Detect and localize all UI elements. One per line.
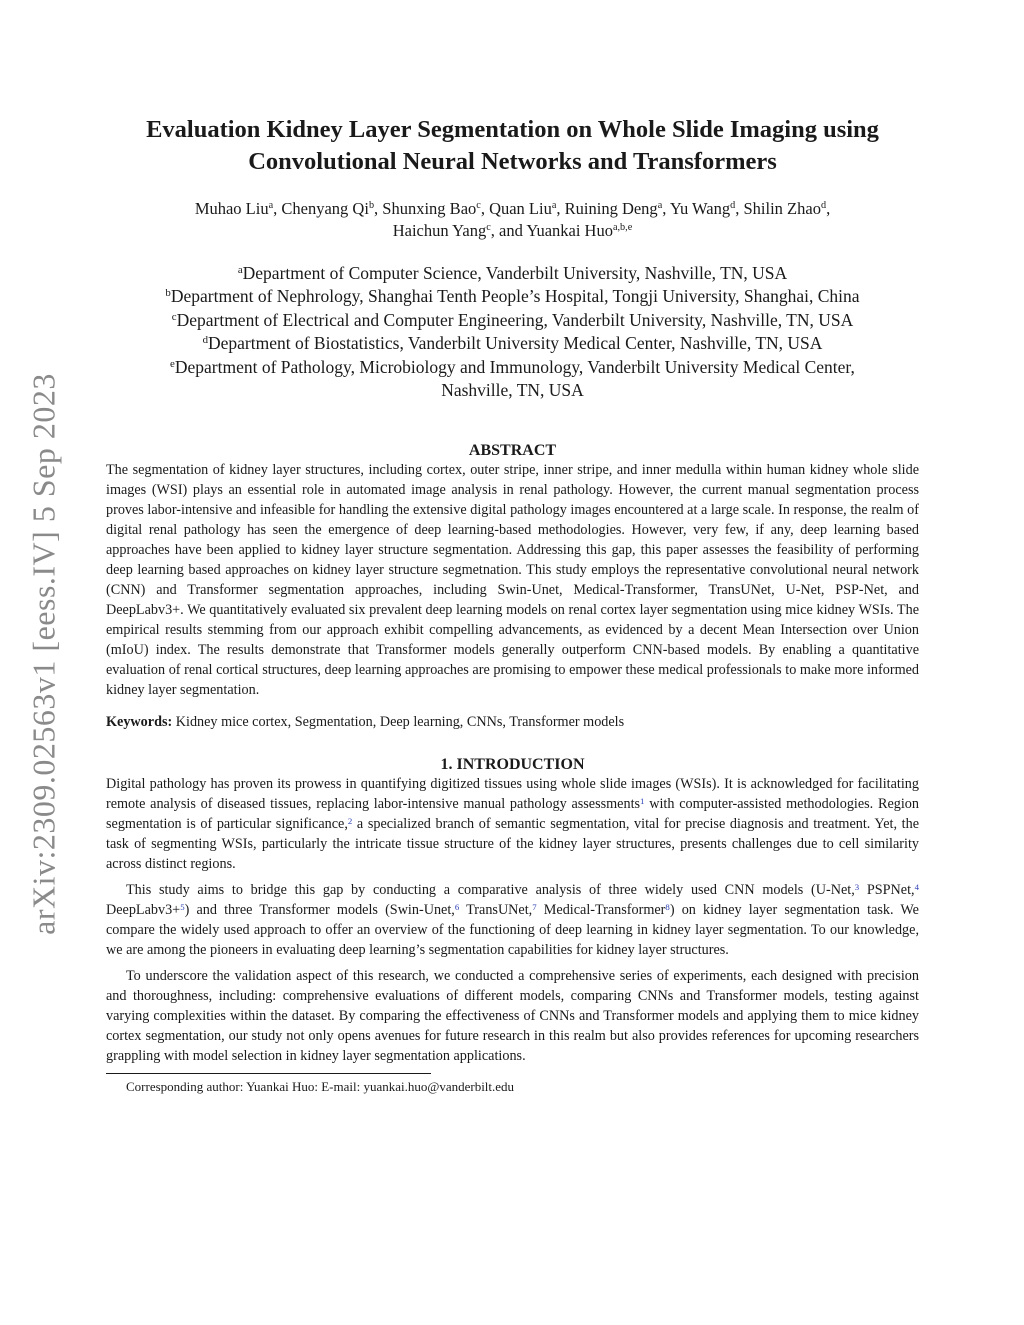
paragraph-text: To underscore the validation aspect of this research, we conducted a comprehensive series of experiments, each designed with precision and thoroughness, including: comprehensive evaluations of different models, comparing CNNs and Transformer models, testing against varying complexities within the dataset. By comparing the effectiveness of CNNs and Transformer models and applying them to mice kidney cortex segmentation, our study not only opens avenues for future research in this realm but also provides references for upcoming researchers grappling with model selection in kidney layer segmentation applications.	[106, 968, 919, 1065]
corresponding-author-footnote: Corresponding author: Yuankai Huo: E-mail: yuankai.huo@vanderbilt.edu	[126, 1079, 515, 1095]
paper-title	[106, 114, 919, 178]
abstract-text: The segmentation of kidney layer structures, including cortex, outer stripe, inner stripe, and inner medulla within human kidney whole slide images (WSI) plays an essential role in automated image analysis in renal pathology. However, the current manual segmentation process proves labor-intensive and infeasible for handling the extensive digital pathology images encountered at a large scale. In response, the realm of digital renal pathology has seen the emergence of deep learning-based methodologies. However, very few, if any, deep learning based approaches have been applied to kidney layer structure segmentation. Addressing this gap, this paper assesses the feasibility of performing deep learning based approaches on kidney layer structure segmetnation. This study employs the representative convolutional neural network (CNN) and Transformer segmentation approaches, including Swin-Unet, Medical-Transformer, TransUNet, U-Net, PSP-Net, and DeepLabv3+. We quantitatively evaluated six prevalent deep learning models on renal cortex layer segmentation using mice kidney WSIs. The empirical results stemming from our approach exhibit compelling advancements, as evidenced by a decent Mean Intersection over Union (mIoU) index. The results demonstrate that Transformer models generally outperform CNN-based models. By enabling a quantitative evaluation of renal cortical structures, deep learning approaches are promising to empower these medical professionals to make more informed kidney layer segmentation.	[106, 462, 919, 699]
citation-reference[interactable]: 7	[532, 901, 537, 912]
citation-reference[interactable]: 6	[454, 901, 460, 912]
author: Muhao Liu$^a$,	[194, 199, 282, 218]
paragraph-text: PSPNet,	[859, 882, 915, 899]
arxiv-identifier-stamp: arXiv:2309.02563v1 [eess.IV] 5 Sep 2023	[25, 373, 62, 935]
paragraph-text: ) on kidney layer segmentation task. We compare the widely used approach to offer an overview of the functioning of deep learning in kidney layer segmentation. To our knowledge, we are among the pioneers in evaluating deep learning’s segmentation capabilities for kidney layer structures.	[106, 902, 919, 959]
paragraph-text: ) and three Transformer models (Swin-Unet,	[184, 902, 455, 919]
affiliation-list	[106, 262, 919, 402]
introduction-heading: 1. INTRODUCTION	[440, 756, 585, 774]
abstract-heading: ABSTRACT	[468, 442, 557, 460]
affiliation: $^a$Department of Computer Science, Vanderbilt University, Nashville, TN, USA	[237, 263, 788, 283]
affiliation: $^d$Department of Biostatistics, Vanderbilt University Medical Center, Nashville, TN, USA	[202, 333, 823, 354]
affiliation: $^e$Department of Pathology, Microbiology and Immunology, Vanderbilt University Medical Center, Nashville, TN, USA	[170, 356, 855, 401]
author: Quan Liu$^a$,	[489, 199, 565, 218]
intro-paragraph-1	[106, 774, 919, 874]
paragraph-text: with computer-assisted methodologies. Region segmentation is of particular significance,	[106, 796, 919, 833]
citation-reference[interactable]: 4	[914, 881, 919, 892]
paragraph-text: Digital pathology has proven its prowess in quantifying digitized tissues using whole slide images (WSIs). It is acknowledged for facilitating remote analysis of diseased tissues, replacing labor-intensive manual pathology assessments	[106, 776, 919, 813]
title-line-1: Evaluation Kidney Layer Segmentation on Whole Slide Imaging using	[146, 116, 879, 143]
paragraph-text: This study aims to bridge this gap by conducting a comparative analysis of three widely used CNN models (U-Net,	[126, 882, 855, 899]
citation-reference[interactable]: 2	[347, 815, 353, 826]
title-line-2: Convolutional Neural Networks and Transformers	[248, 148, 777, 175]
author-list	[106, 198, 919, 242]
affiliation: $^c$Department of Electrical and Computer Engineering, Vanderbilt University, Nashville, TN, USA	[171, 309, 854, 330]
intro-paragraph-3	[106, 966, 919, 1066]
keywords-text: Kidney mice cortex, Segmentation, Deep learning, CNNs, Transformer models	[175, 714, 625, 731]
author: Shunxing Bao$^c$,	[382, 199, 490, 218]
author: Yu Wang$^d$,	[669, 199, 744, 218]
paragraph-text: DeepLabv3+	[106, 902, 181, 919]
author: Chenyang Qi$^b$,	[281, 199, 383, 218]
author: Shilin Zhao$^d$,	[743, 199, 831, 218]
paragraph-text: Medical-Transformer	[536, 902, 666, 919]
citation-reference[interactable]: 3	[854, 881, 860, 892]
affiliation: $^b$Department of Nephrology, Shanghai Tenth People’s Hospital, Tongji University, Shanghai, China	[165, 286, 860, 307]
author: Ruining Deng$^a$,	[564, 199, 670, 218]
citation-reference[interactable]: 1	[640, 795, 645, 806]
paragraph-text: TransUNet,	[459, 902, 533, 919]
keywords-label: Keywords:	[106, 714, 173, 731]
author: Haichun Yang$^c$, and	[392, 221, 527, 240]
citation-reference[interactable]: 5	[180, 901, 185, 912]
citation-reference[interactable]: 8	[665, 901, 670, 912]
paragraph-text: a specialized branch of semantic segmentation, vital for precise diagnosis and treatment. Yet, the task of segmenting WSIs, particularly the intricate tissue structure of the kidney layer structures, presents challenges due to cell similarity across distinct regions.	[106, 816, 919, 873]
author: Yuankai Huo$^{a,b,e}$	[526, 221, 633, 240]
keywords	[106, 712, 919, 732]
intro-paragraph-2	[106, 880, 919, 960]
footnote-divider	[106, 1073, 431, 1074]
paper-first-page	[106, 114, 919, 1095]
